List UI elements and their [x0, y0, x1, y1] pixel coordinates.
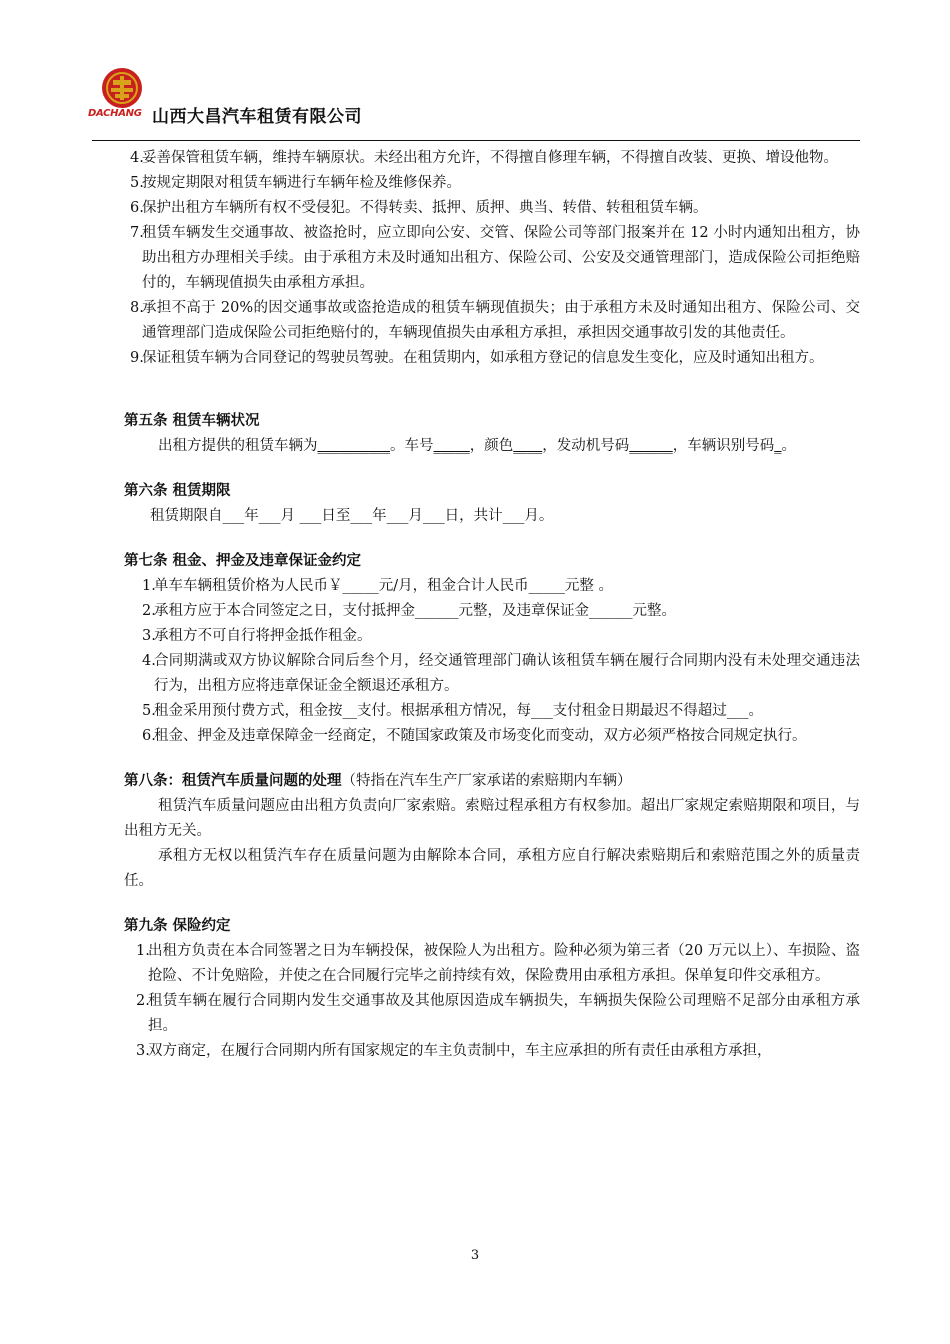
list-item: 4. 合同期满或双方协议解除合同后叁个月，经交通管理部门确认该租赁车辆在履行合同期内没有未处理交通违法行为，出租方应将违章保证金全额退还承租方。 [142, 653, 860, 694]
list-item: 7. 租赁车辆发生交通事故、被盗抢时，应立即向公安、交管、保险公司等部门报案并在 12 小时内通知出租方，协助出租方办理相关手续。由于承租方未及时通知出租方、保险公司、公安及交通管理部门，造成保险公司拒绝赔付的，车辆现值损失由承租方承担。 [130, 225, 860, 291]
article-6-text: 租赁期限自___年___月 ___日至___年___月___日，共计___月。 [150, 508, 554, 524]
list-item: 3. 承租方不可自行将押金抵作租金。 [142, 628, 372, 644]
list-item: 1. 单车车辆租赁价格为人民币￥_____元/月，租金合计人民币_____元整 。 [142, 578, 613, 594]
article-9-title: 第九条 保险约定 [124, 918, 231, 934]
list-item: 6. 租金、押金及违章保障金一经商定，不随国家政策及市场变化而变动，双方必须严格按合同规定执行。 [142, 728, 807, 744]
article-6-title: 第六条 租赁期限 [124, 483, 231, 499]
article-8-title-note: （特指在汽车生产厂家承诺的索赔期内车辆） [341, 773, 632, 789]
obligations-list [92, 146, 860, 371]
article-7-list [92, 574, 860, 749]
logo-wordmark: DACHANG [88, 108, 142, 119]
page-number: 3 [470, 1248, 480, 1263]
article-5-text: 出租方提供的租赁车辆为__________。车号_____，颜色____，发动机号码______，车辆识别号码_。 [158, 438, 796, 454]
list-item: 2. 租赁车辆在履行合同期内发生交通事故及其他原因造成车辆损失，车辆损失保险公司理赔不足部分由承租方承担。 [136, 993, 860, 1034]
list-item: 8. 承担不高于 20%的因交通事故或盗抢造成的租赁车辆现值损失；由于承租方未及时通知出租方、保险公司、交通管理部门造成保险公司拒绝赔付的，车辆现值损失由承租方承担，承担因交通事故引发的其他责任。 [130, 300, 860, 341]
list-item: 3. 双方商定，在履行合同期内所有国家规定的车主负责制中，车主应承担的所有责任由承租方承担， [136, 1043, 772, 1059]
article-8-title: 第八条：租赁汽车质量问题的处理（特指在汽车生产厂家承诺的索赔期内车辆） [124, 773, 632, 789]
list-item: 4. 妥善保管租赁车辆，维持车辆原状。未经出租方允许，不得擅自修理车辆，不得擅自改装、更换、增设他物。 [130, 150, 838, 166]
list-item: 6. 保护出租方车辆所有权不受侵犯。不得转卖、抵押、质押、典当、转借、转租租赁车辆。 [130, 200, 708, 216]
document-body [92, 146, 860, 1064]
article-8-paragraph: 租赁汽车质量问题应由出租方负责向厂家索赔。索赔过程承租方有权参加。超出厂家规定索赔期限和项目，与出租方无关。 [124, 798, 860, 839]
company-logo [88, 66, 156, 122]
list-item: 5. 按规定期限对租赁车辆进行车辆年检及维修保养。 [130, 175, 461, 191]
article-7-title: 第七条 租金、押金及违章保证金约定 [124, 553, 362, 569]
page-header [88, 66, 860, 148]
list-item: 1. 出租方负责在本合同签署之日为车辆投保，被保险人为出租方。险种必须为第三者（20 万元以上）、车损险、盗抢险、不计免赔险，并使之在合同履行完毕之前持续有效，保险费用由承租方承担。保单复印件交承租方。 [136, 943, 860, 984]
list-item: 5. 租金采用预付费方式，租金按__支付。根据承租方情况，每___支付租金日期最迟不得超过___。 [142, 703, 763, 719]
company-name: 山西大昌汽车租赁有限公司 [152, 107, 362, 127]
article-5-title: 第五条 租赁车辆状况 [124, 413, 260, 429]
header-divider [92, 140, 860, 141]
list-item: 9. 保证租赁车辆为合同登记的驾驶员驾驶。在租赁期内，如承租方登记的信息发生变化，应及时通知出租方。 [130, 350, 824, 366]
article-8-paragraph: 承租方无权以租赁汽车存在质量问题为由解除本合同，承租方应自行解决索赔期后和索赔范围之外的质量责任。 [124, 848, 860, 889]
article-9-list [92, 939, 860, 1064]
list-item: 2. 承租方应于本合同签定之日，支付抵押金______元整，及违章保证金______元整。 [142, 603, 676, 619]
